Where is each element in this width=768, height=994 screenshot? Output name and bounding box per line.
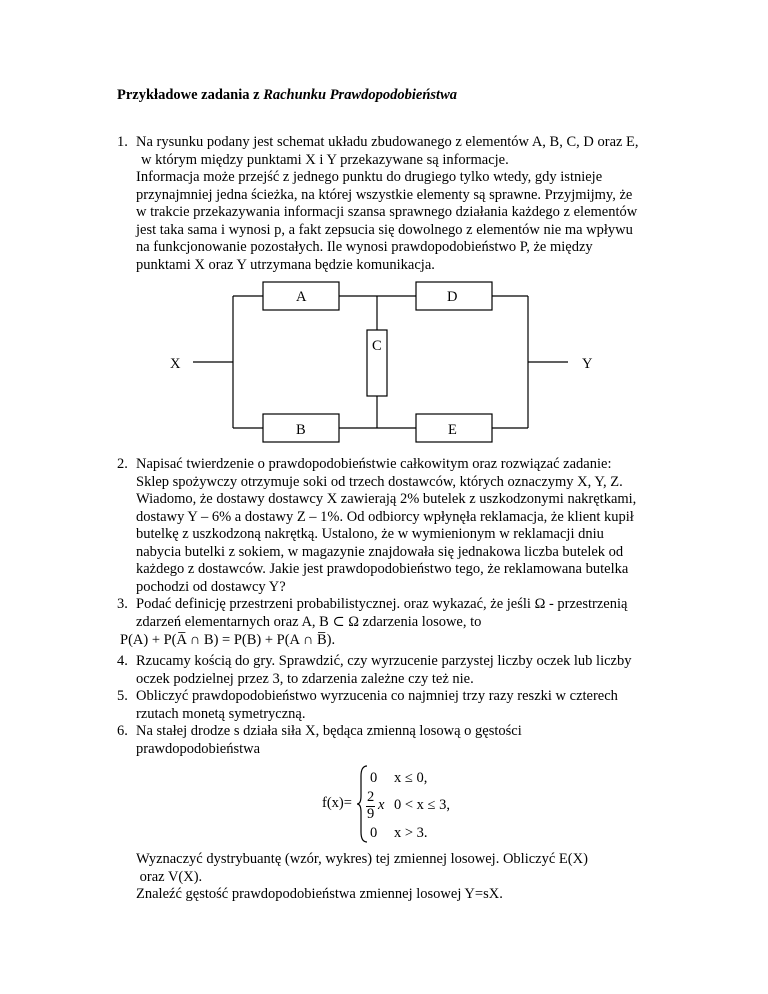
task-line: Rzucamy kością do gry. Sprawdzić, czy wyrzucenie parzystej liczby oczek lub liczby bbox=[136, 653, 632, 669]
point-y-label: Y bbox=[582, 356, 593, 372]
task-line: w trakcie przekazywania informacji szansa sprawnego działania każdego z elementów bbox=[136, 204, 638, 220]
element-e-label: E bbox=[448, 422, 457, 438]
task-line: prawdopodobieństwa bbox=[136, 740, 261, 757]
task-number: 4. bbox=[117, 653, 128, 669]
task-line: Znaleźć gęstość prawdopodobieństwa zmiennej losowej Y=sX. bbox=[136, 886, 503, 902]
page-title: Przykładowe zadania z Rachunku Prawdopodobieństwa bbox=[117, 87, 457, 103]
task-line: butelkę z uszkodzoną nakrętką. Ustalono, że w wymienionym w reklamacji dniu bbox=[136, 526, 604, 542]
task-line: oczek podzielnej przez 3, to zdarzenia zależne czy też nie. bbox=[136, 670, 474, 687]
density-function-name: f(x)= bbox=[322, 795, 352, 811]
case-2-variable: x bbox=[378, 797, 385, 813]
case-3-value: 0 bbox=[370, 825, 378, 841]
fraction-numerator: 2 bbox=[367, 789, 375, 805]
element-b-label: B bbox=[296, 422, 306, 438]
point-x-label: X bbox=[170, 356, 181, 372]
task-line: Na stałej drodze s działa siła X, będąca zmienną losową o gęstości bbox=[136, 723, 522, 739]
task-line: Napisać twierdzenie o prawdopodobieństwie całkowitym oraz rozwiązać zadanie: bbox=[136, 456, 612, 472]
task-line: Obliczyć prawdopodobieństwo wyrzucenia co najmniej trzy razy reszki w czterech bbox=[136, 688, 618, 704]
task-line: oraz V(X). bbox=[136, 868, 203, 885]
element-d-label: D bbox=[447, 289, 458, 305]
task-line: każdego z dostawców. Jakie jest prawdopodobieństwo tego, że reklamowana butelka bbox=[136, 561, 629, 577]
task-line: Wiadomo, że dostawy dostawcy X zawierają 2% butelek z uszkodzonymi nakrętkami, bbox=[136, 491, 637, 507]
task-number: 6. bbox=[117, 723, 128, 739]
fraction-denominator: 9 bbox=[367, 806, 375, 822]
task-line: Na rysunku podany jest schemat układu zbudowanego z elementów A, B, C, D oraz E, bbox=[136, 134, 639, 150]
task-line: rzutach monetą symetryczną. bbox=[136, 705, 306, 722]
task-line: jest taka sama i wynosi p, a fakt zepsucia się dowolnego z elementów nie ma wpływu bbox=[136, 221, 633, 238]
element-c-label: C bbox=[372, 338, 382, 354]
task-line: Informacja może przejść z jednego punktu do drugiego tylko wtedy, gdy istnieje bbox=[136, 169, 603, 185]
element-a-label: A bbox=[296, 289, 307, 305]
case-2-condition: 0 < x ≤ 3, bbox=[394, 797, 451, 813]
task-line: w którym między punktami X i Y przekazywane są informacje. bbox=[141, 151, 509, 168]
task-number: 5. bbox=[117, 688, 128, 704]
task-line: Wyznaczyć dystrybuantę (wzór, wykres) tej zmiennej losowej. Obliczyć E(X) bbox=[136, 851, 588, 867]
task-line: dostawy Y – 6% a dostawy Z – 1%. Od odbiorcy wpłynęła reklamacja, że klient kupił bbox=[136, 508, 634, 525]
task-number: 1. bbox=[117, 134, 128, 150]
task-number: 2. bbox=[117, 456, 128, 472]
task-line: pochodzi od dostawcy Y? bbox=[136, 578, 286, 595]
task-line: Podać definicję przestrzeni probabilistycznej. oraz wykazać, że jeśli Ω - przestrzenią bbox=[136, 596, 628, 612]
set-identity-formula: P(A) + P(A̅ ∩ B) = P(B) + P(A ∩ B̅). bbox=[120, 632, 336, 648]
case-1-value: 0 bbox=[370, 770, 378, 786]
task-line: na funkcjonowanie pozostałych. Ile wynosi prawdopodobieństwo P, że między bbox=[136, 239, 593, 255]
task-line: Sklep spożywczy otrzymuje soki od trzech dostawców, których oznaczymy X, Y, Z. bbox=[136, 473, 623, 490]
case-3-condition: x > 3. bbox=[394, 825, 428, 841]
task-line: zdarzeń elementarnych oraz A, B ⊂ Ω zdarzenia losowe, to bbox=[136, 613, 482, 630]
task-number: 3. bbox=[117, 596, 128, 612]
task-line: przynajmniej jedna ścieżka, na której wszystkie elementy są sprawne. Przyjmijmy, że bbox=[136, 186, 633, 203]
subject-name: Rachunku Prawdopodobieństwa bbox=[263, 87, 457, 103]
case-1-condition: x ≤ 0, bbox=[394, 770, 428, 786]
task-line: punktami X oraz Y utrzymana będzie komunikacja. bbox=[136, 256, 435, 273]
task-line: nabycia butelki z sokiem, w magazynie znajdowała się jednakowa liczba butelek od bbox=[136, 543, 624, 560]
